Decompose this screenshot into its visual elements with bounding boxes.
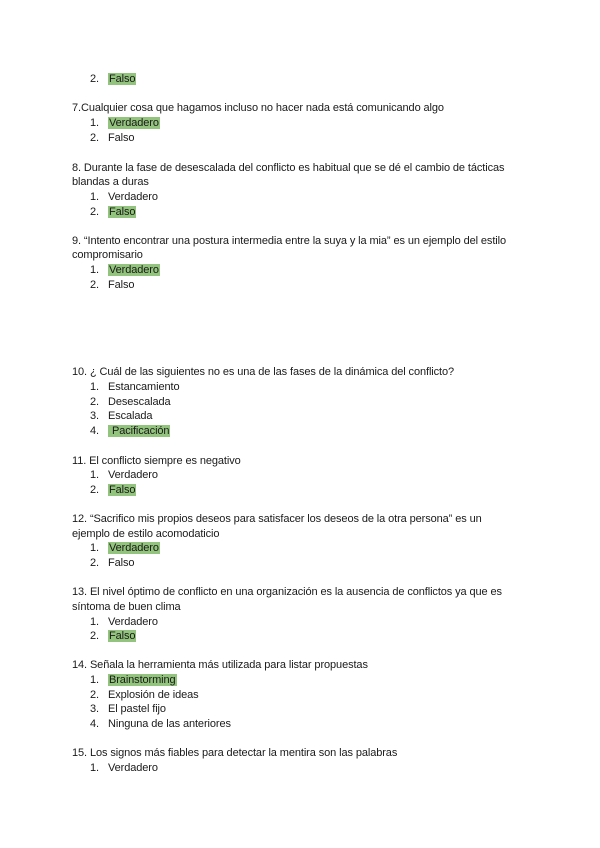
option-number: 2. <box>90 484 99 496</box>
option-number: 2. <box>90 132 99 144</box>
answer-option <box>90 541 160 555</box>
option-label: Verdadero <box>108 469 158 481</box>
option-label: Falso <box>108 557 135 569</box>
answer-option <box>90 424 170 438</box>
answer-option <box>90 263 160 277</box>
option-label: Verdadero <box>108 616 158 628</box>
option-label: Verdadero <box>108 762 158 774</box>
option-number: 4. <box>90 425 99 437</box>
option-number: 4. <box>90 718 99 730</box>
answer-option <box>90 717 231 731</box>
correct-answer-label: Falso <box>109 484 136 496</box>
question-text: ejemplo de estilo acomodaticio <box>72 528 220 540</box>
option-number: 2. <box>90 689 99 701</box>
question-text: síntoma de buen clima <box>72 601 181 613</box>
answer-option <box>90 278 134 292</box>
answer-option <box>90 72 136 86</box>
correct-answer-label: Verdadero <box>109 117 159 129</box>
answer-option <box>90 702 166 716</box>
question-text: 13. El nivel óptimo de conflicto en una organización es la ausencia de conflictos ya que es <box>72 586 502 598</box>
option-number: 1. <box>90 762 99 774</box>
option-number: 2. <box>90 557 99 569</box>
answer-option <box>90 761 158 775</box>
answer-option <box>90 395 171 409</box>
question-text: 15. Los signos más fiables para detectar la mentira son las palabras <box>72 747 398 759</box>
question-text: 11. El conflicto siempre es negativo <box>72 455 241 467</box>
option-label: Falso <box>108 132 135 144</box>
question-text: blandas a duras <box>72 176 149 188</box>
question-text: 14. Señala la herramienta más utilizada para listar propuestas <box>72 659 368 671</box>
answer-option <box>90 190 158 204</box>
question-text: 10. ¿ Cuál de las siguientes no es una de las fases de la dinámica del conflicto? <box>72 366 455 378</box>
option-number: 1. <box>90 117 99 129</box>
answer-option <box>90 556 134 570</box>
question-text: 8. Durante la fase de desescalada del conflicto es habitual que se dé el cambio de tácticas <box>72 162 505 174</box>
answer-option <box>90 615 158 629</box>
correct-answer-label: Falso <box>109 630 136 642</box>
correct-answer-label: Pacificación <box>109 425 170 437</box>
option-label: Falso <box>108 279 135 291</box>
option-label: El pastel fijo <box>108 703 166 715</box>
correct-answer-label: Brainstorming <box>109 674 176 686</box>
option-number: 2. <box>90 206 99 218</box>
answer-option <box>90 380 179 394</box>
correct-answer-label: Falso <box>109 206 136 218</box>
option-label: Desescalada <box>108 396 171 408</box>
answer-option <box>90 688 199 702</box>
option-number: 3. <box>90 703 99 715</box>
option-number: 2. <box>90 279 99 291</box>
answer-option <box>90 483 136 497</box>
answer-option <box>90 409 152 423</box>
option-label: Verdadero <box>108 191 158 203</box>
option-number: 1. <box>90 616 99 628</box>
option-number: 1. <box>90 674 99 686</box>
correct-answer-label: Verdadero <box>109 542 159 554</box>
answer-option <box>90 205 136 219</box>
question-text: 12. “Sacrifico mis propios deseos para satisfacer los deseos de la otra persona” es un <box>72 513 482 525</box>
question-text: 7.Cualquier cosa que hagamos incluso no hacer nada está comunicando algo <box>72 102 444 114</box>
option-number: 3. <box>90 410 99 422</box>
option-label: Explosión de ideas <box>108 689 199 701</box>
option-number: 2. <box>90 73 99 85</box>
option-label: Ninguna de las anteriores <box>108 718 231 730</box>
question-text: compromisario <box>72 249 143 261</box>
option-number: 1. <box>90 191 99 203</box>
option-number: 1. <box>90 264 99 276</box>
correct-answer-label: Verdadero <box>109 264 159 276</box>
question-text: 9. “Intento encontrar una postura intermedia entre la suya y la mia” es un ejemplo del estilo <box>72 235 506 247</box>
option-number: 1. <box>90 542 99 554</box>
answer-option <box>90 468 158 482</box>
answer-option <box>90 673 177 687</box>
option-number: 1. <box>90 381 99 393</box>
correct-answer-label: Falso <box>109 73 136 85</box>
option-number: 2. <box>90 396 99 408</box>
answer-option <box>90 116 160 130</box>
answer-option <box>90 131 134 145</box>
answer-option <box>90 629 136 643</box>
option-label: Escalada <box>108 410 153 422</box>
option-number: 2. <box>90 630 99 642</box>
option-number: 1. <box>90 469 99 481</box>
option-label: Estancamiento <box>108 381 180 393</box>
